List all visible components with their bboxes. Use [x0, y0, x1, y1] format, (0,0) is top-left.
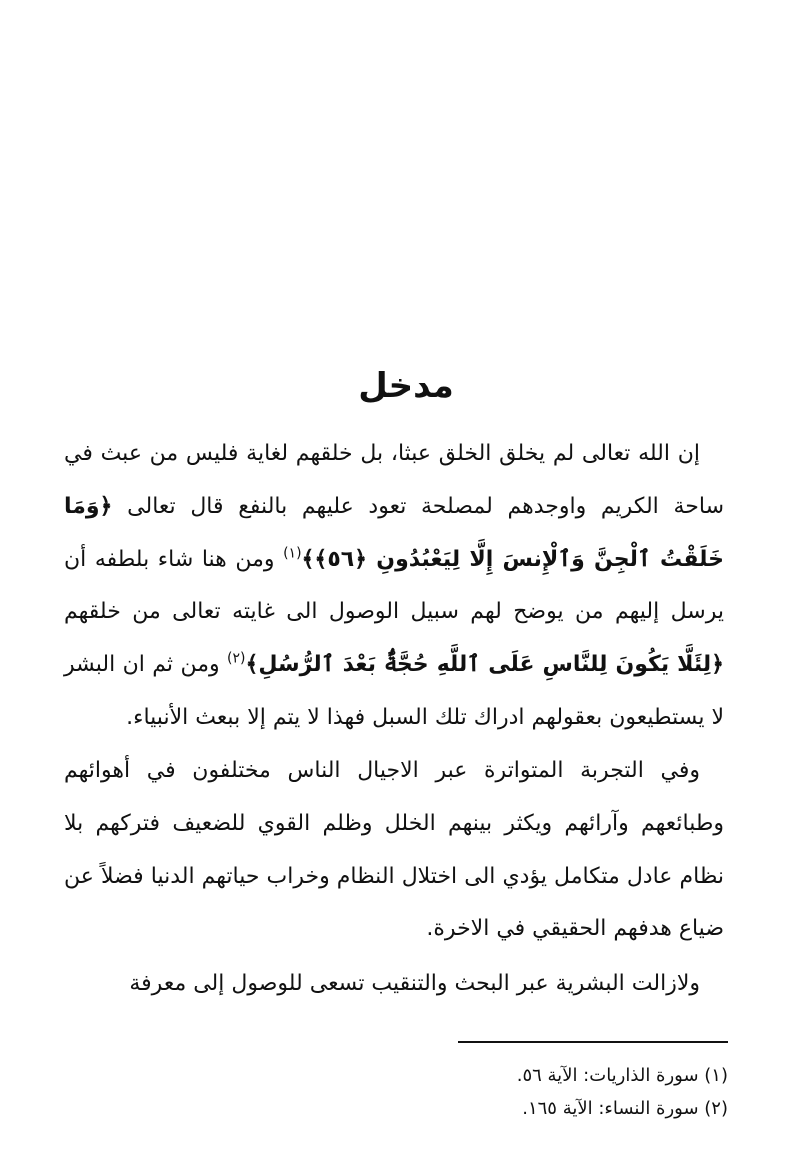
paragraph-2 — [64, 745, 724, 956]
paragraph-1-text-a: إن الله تعالى لم يخلق الخلق عبثا، بل خلقهم لغاية فليس من عبث في ساحة الكريم واوجدهم لمصلحة تعود عليهم بالنفع قال تعالى — [64, 441, 725, 519]
paragraph-1 — [64, 428, 724, 745]
paragraph-3-text: ولازالت البشرية عبر البحث والتنقيب تسعى للوصول إلى معرفة — [129, 971, 700, 996]
footnote-2: (٢) سورة النساء: الآية ١٦٥. — [522, 1098, 728, 1119]
paragraph-1-text-c: ومن ثم ان البشر لا يستطيعون بعقولهم ادراك تلك السبل فهذا لا يتم إلا ببعث الأنبياء. — [64, 652, 724, 730]
quran-verse-1: ﴿وَمَا خَلَقْتُ ٱلْجِنَّ وَٱلْإِنسَ إِلَّا لِيَعْبُدُونِ ﴿٥٦﴾﴾ — [64, 493, 725, 572]
footnote-1: (١) سورة الذاريات: الآية ٥٦. — [516, 1065, 728, 1086]
footnote-ref-2: (٢) — [227, 650, 246, 667]
footnote-divider — [458, 1041, 728, 1043]
paragraph-3 — [64, 958, 724, 1011]
paragraph-1-text-b: ومن هنا شاء بلطفه أن يرسل إليهم من يوضح لهم سبيل الوصول الى غايته تعالى من خلقهم — [64, 546, 724, 625]
paragraph-2-text: وفي التجربة المتواترة عبر الاجيال الناس مختلفون في أهوائهم وطبائعهم وآرائهم ويكثر بينهم الخلل وظلم القوي للضعيف فتركهم بلا نظام عادل متكامل يؤدي الى اختلال النظام وخراب حياتهم الدنيا فضلاً عن ضياع هدفهم الحقيقي في الاخرة. — [64, 758, 724, 942]
page-title: مدخل — [358, 366, 454, 406]
footnote-ref-1: (١) — [283, 545, 302, 562]
quran-verse-2: ﴿لِئَلَّا يَكُونَ لِلنَّاسِ عَلَى ٱللَّهِ حُجَّةٌۢ بَعْدَ ٱلرُّسُلِ﴾ — [245, 652, 724, 678]
